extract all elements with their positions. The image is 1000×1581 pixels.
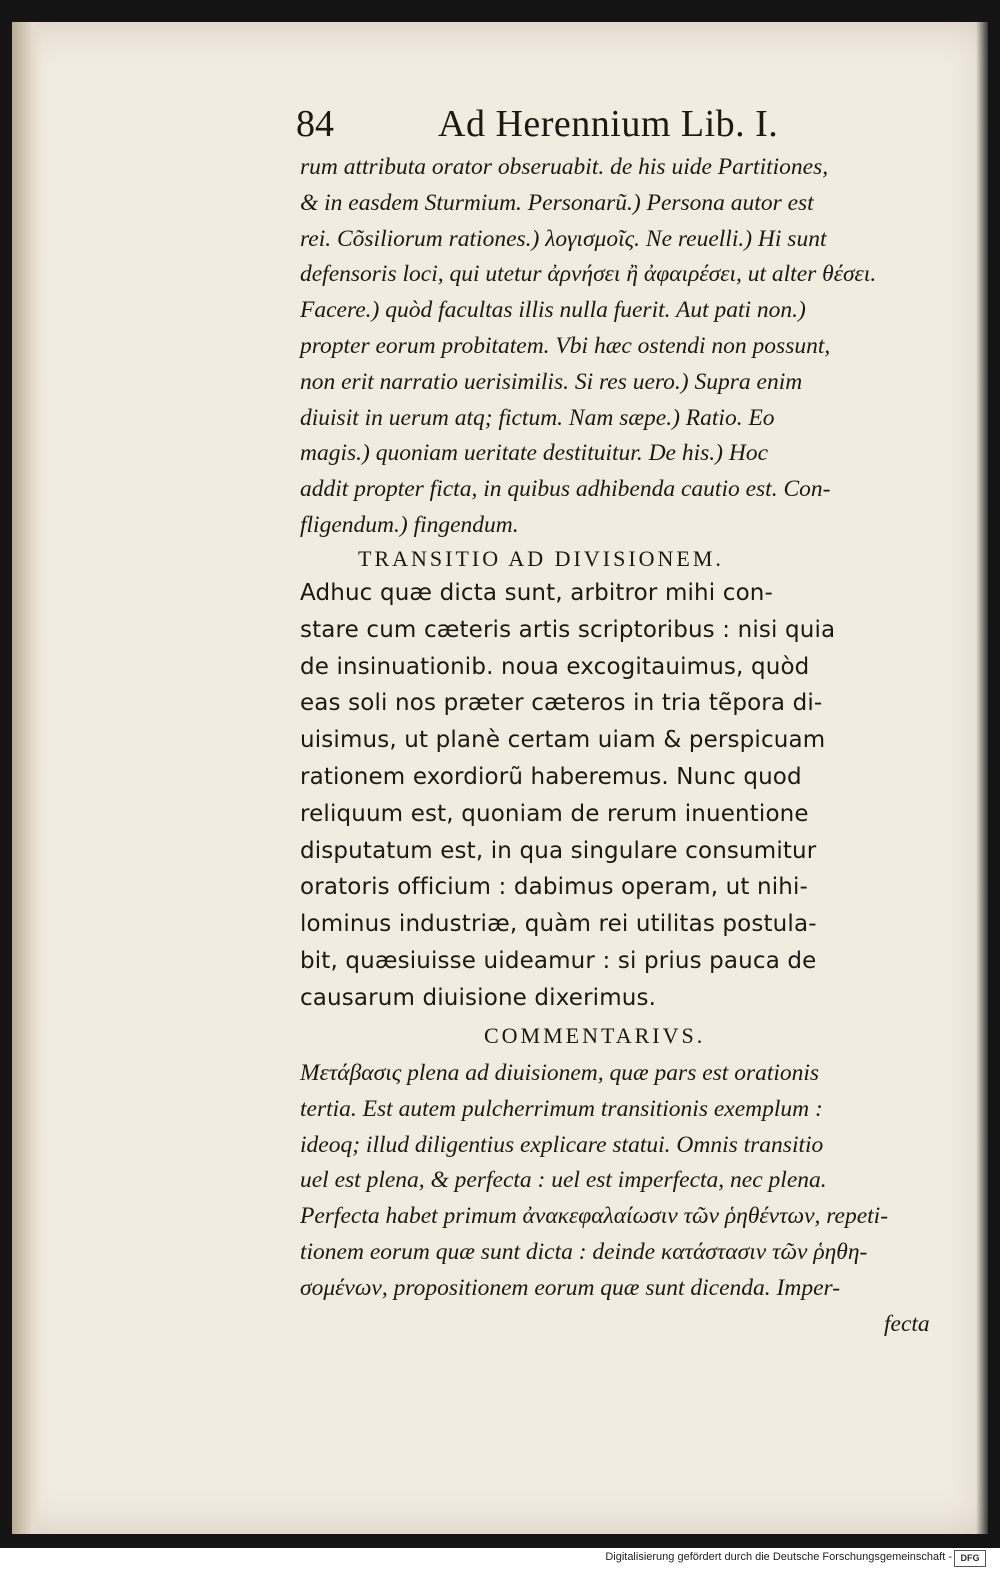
text-line: diuisit in uerum atq; fictum. Nam sæpe.) Ratio. Eo (300, 404, 775, 431)
text-line: non erit narratio uerisimilis. Si res uero.) Supra enim (300, 368, 803, 395)
text-line: addit propter ficta, in quibus adhibenda cautio est. Con- (300, 476, 831, 503)
text-line: ideoq; illud diligentius explicare statui. Omnis transitio (300, 1131, 824, 1158)
text-line: Facere.) quòd facultas illis nulla fuerit. Aut pati non.) (300, 297, 806, 324)
text-line: tertia. Est autem pulcherrimum transitionis exemplum : (300, 1095, 823, 1122)
text-line: de insinuationib. noua excogitauimus, quòd (300, 653, 810, 680)
text-line: lominus industriæ, quàm rei utilitas postula- (300, 911, 817, 938)
commentary-top (300, 150, 940, 544)
dfg-logo-icon: DFG (954, 1550, 986, 1567)
text-line: uel est plena, & perfecta : uel est imperfecta, nec plena. (300, 1167, 827, 1194)
text-line: disputatum est, in qua singulare consumitur (300, 837, 817, 864)
text-line: & in easdem Sturmium. Personarũ.) Persona autor est (300, 189, 814, 216)
catchword: fecta (884, 1310, 930, 1337)
page-edge-right (976, 22, 988, 1534)
page-number: 84 (296, 103, 334, 145)
text-line: stare cum cæteris artis scriptoribus : nisi quia (300, 616, 836, 643)
page-header (296, 100, 856, 150)
text-line: rationem exordiorũ haberemus. Nunc quod (300, 763, 802, 790)
text-line: magis.) quoniam ueritate destituitur. De his.) Hoc (300, 440, 769, 467)
text-line: Μετάβασις plena ad diuisionem, quæ pars est orationis (300, 1060, 820, 1086)
commentary-bottom (300, 1056, 940, 1342)
text-line: oratoris officium : dabimus operam, ut nihi- (300, 874, 808, 901)
text-line: uisimus, ut planè certam uiam & perspicuam (300, 727, 826, 754)
text-line: rei. Cõsiliorum rationes.) λογισμοῖς. Ne reuelli.) Hi sunt (300, 225, 827, 252)
text-line: fligendum.) fingendum. (300, 511, 519, 538)
text-line: Adhuc quæ dicta sunt, arbitror mihi con- (300, 580, 773, 606)
text-line: reliquum est, quoniam de rerum inuentione (300, 800, 809, 827)
page-edge-left (12, 22, 42, 1534)
section-heading-commentarius: COMMENTARIVS. (484, 1023, 706, 1048)
text-line: σομένων, propositionem eorum quæ sunt dicenda. Imper- (300, 1274, 841, 1301)
main-text (300, 575, 940, 1017)
running-head: Ad Herennium Lib. I. (438, 103, 779, 145)
funding-credit: Digitalisierung gefördert durch die Deutsche Forschungsgemeinschaft - (605, 1551, 952, 1563)
text-line: bit, quæsiuisse uideamur : si prius pauca de (300, 947, 817, 974)
text-line: causarum diuisione dixerimus. (300, 984, 657, 1011)
text-line: eas soli nos præter cæteros in tria tẽpora di- (300, 690, 823, 717)
text-line: Perfecta habet primum ἀνακεφαλαίωσιν τῶν ῥηθέντων, repeti- (300, 1203, 889, 1230)
text-line: propter eorum probitatem. Vbi hæc ostendi non possunt, (300, 332, 831, 359)
text-line: rum attributa orator obseruabit. de his uide Partitiones, (300, 154, 829, 180)
text-line: defensoris loci, qui utetur ἀρνήσει ἢ ἀφαιρέσει, ut alter θέσει. (300, 261, 877, 288)
section-heading-transitio: TRANSITIO AD DIVISIONEM. (358, 546, 724, 571)
text-line: tionem eorum quæ sunt dicta : deinde κατάστασιν τῶν ῥηθη- (300, 1238, 868, 1265)
